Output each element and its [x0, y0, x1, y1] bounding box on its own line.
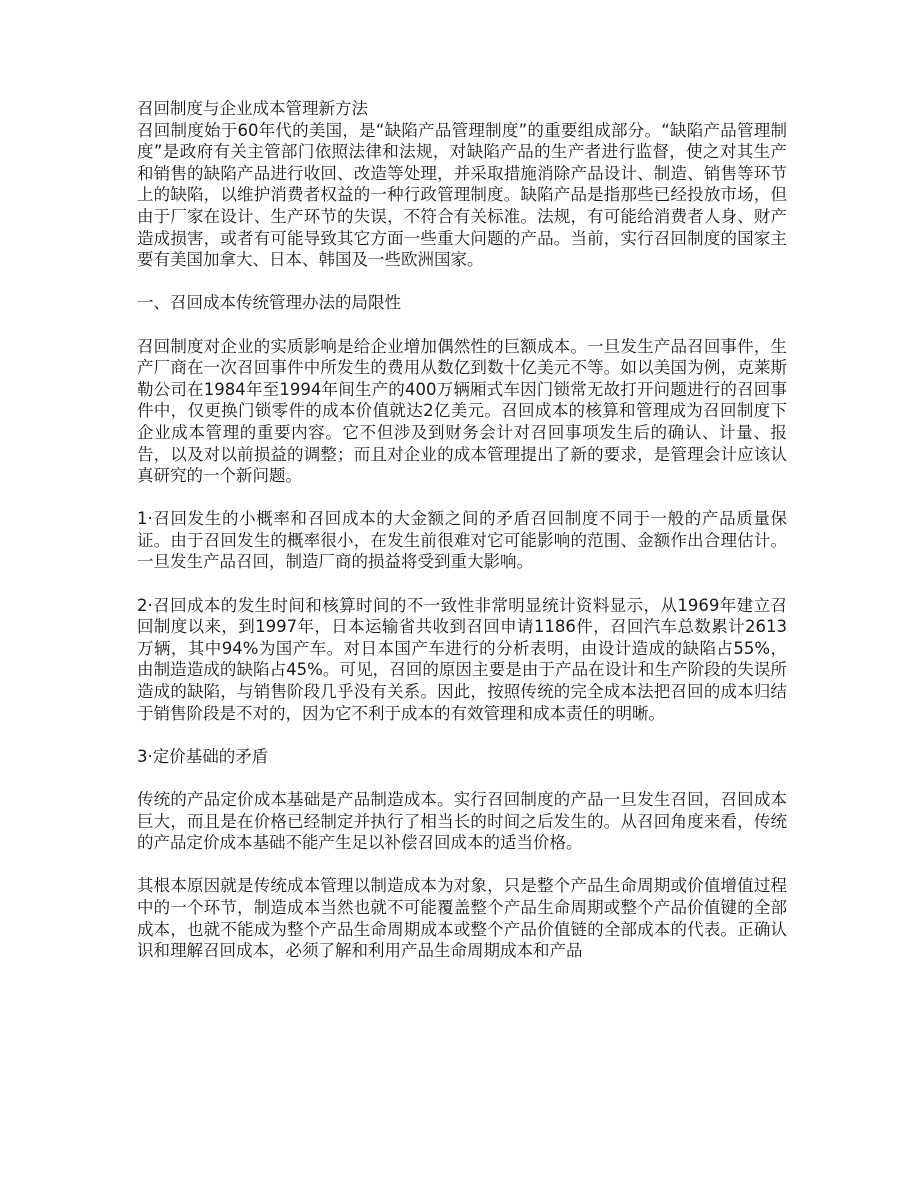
paragraph-section-1-body: 召回制度对企业的实质影响是给企业增加偶然性的巨额成本。一旦发生产品召回事件，生产厂商在一次召回事件中所发生的费用从数亿到数十亿美元不等。如以美国为例，克莱斯勒公司在1984年至1994年间生产的400万辆厢式车因门锁常无故打开问题进行的召回事件中，仅更换门锁零件的成本价值就达2亿美元。召回成本的核算和管理成为召回制度下企业成本管理的重要内容。它不但涉及到财务会计对召回事项发生后的确认、计量、报告，以及对以前损益的调整；而且对企业的成本管理提出了新的要求，是管理会计应该认真研究的一个新问题。	[137, 336, 787, 486]
heading-point-3: 3·定价基础的矛盾	[137, 746, 269, 766]
heading-section-1: 一、召回成本传统管理办法的局限性	[137, 293, 401, 313]
paragraph-intro: 召回制度始于60年代的美国，是“缺陷产品管理制度”的重要组成部分。“缺陷产品管理制度”是政府有关主管部门依照法律和法规，对缺陷产品的生产者进行监督，使之对其生产和销售的缺陷产品进行收回、改造等处理，并采取措施消除产品设计、制造、销售等环节上的缺陷，以维护消费者权益的一种行政管理制度。缺陷产品是指那些已经投放市场，但由于厂家在设计、生产环节的失误，不符合有关标准。法规，有可能给消费者人身、财产造成损害，或者有可能导致其它方面一些重大问题的产品。当前，实行召回制度的国家主要有美国加拿大、日本、韩国及一些欧洲国家。	[137, 120, 787, 270]
paragraph-closing: 其根本原因就是传统成本管理以制造成本为对象，只是整个产品生命周期或价值增值过程中的一个环节，制造成本当然也就不可能覆盖整个产品生命周期或整个产品价值键的全部成本，也就不能成为整个产品生命周期成本或整个产品价值链的全部成本的代表。正确认识和理解召回成本，必须了解和利用产品生命周期成本和产品	[137, 876, 787, 961]
paragraph-point-3-body: 传统的产品定价成本基础是产品制造成本。实行召回制度的产品一旦发生召回，召回成本巨大，而且是在价格已经制定并执行了相当长的时间之后发生的。从召回角度来看，传统的产品定价成本基础不能产生足以补偿召回成本的适当价格。	[137, 790, 787, 853]
document-text-column	[137, 98, 787, 962]
paragraph-point-1: 1·召回发生的小概率和召回成本的大金额之间的矛盾召回制度不同于一般的产品质量保证。由于召回发生的概率很小，在发生前很难对它可能影响的范围、金额作出合理估计。一旦发生产品召回，制造厂商的损益将受到重大影响。	[137, 509, 787, 572]
paragraph-point-2: 2·召回成本的发生时间和核算时间的不一致性非常明显统计资料显示，从1969年建立召回制度以来，到1997年，日本运输省共收到召回申请1186件，召回汽车总数累计2613万辆，其中94%为国产车。对日本国产车进行的分析表明，由设计造成的缺陷占55%，由制造造成的缺陷占45%。可见，召回的原因主要是由于产品在设计和生产阶段的失误所造成的缺陷，与销售阶段几乎没有关系。因此，按照传统的完全成本法把召回的成本归结于销售阶段是不对的，因为它不利于成本的有效管理和成本责任的明晰。	[137, 595, 787, 723]
document-title: 召回制度与企业成本管理新方法	[137, 99, 368, 118]
